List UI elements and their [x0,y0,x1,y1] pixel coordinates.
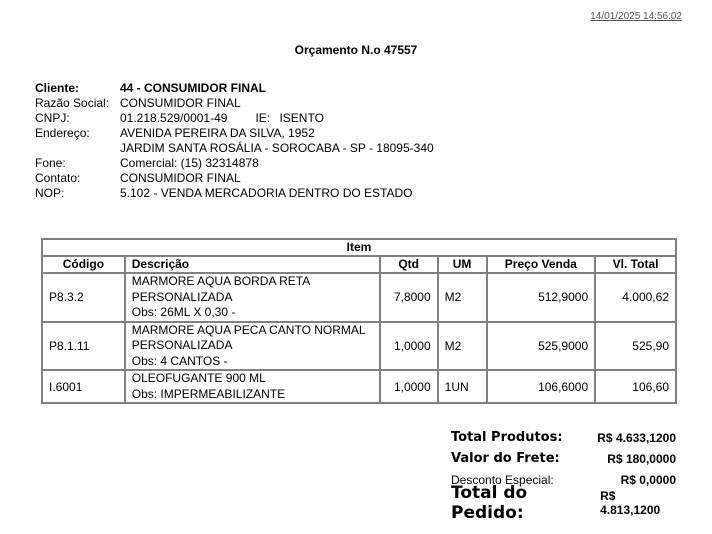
cell-codigo: P8.3.2 [42,273,125,322]
empty-label [35,141,120,156]
cell-preco: 106,6000 [487,370,596,403]
col-descricao: Descrição [125,256,380,273]
endereco-row [35,126,434,141]
cell-preco: 525,9000 [487,322,596,371]
table-row [42,370,676,403]
frete-label: Valor do Frete: [451,451,560,466]
cell-preco: 512,9000 [487,273,596,322]
desconto-value: R$ 0,0000 [620,472,676,487]
nop-value: 5.102 - VENDA MERCADORIA DENTRO DO ESTADO [120,186,413,200]
print-timestamp: 14/01/2025 14:56:02 [590,11,682,22]
endereco-line1: AVENIDA PEREIRA DA SILVA, 1952 [120,126,315,140]
cell-total: 4.000,62 [595,273,676,322]
cell-qtd: 1,0000 [380,370,438,403]
total-produtos-row [451,427,676,448]
frete-value: R$ 180,0000 [607,451,676,466]
endereco-line2: JARDIM SANTA ROSÁLIA - SOROCABA - SP - 18095-340 [120,141,434,155]
cell-descricao [125,370,380,403]
cell-um: M2 [438,273,487,322]
table-row [42,273,676,322]
cliente-value: 44 - CONSUMIDOR FINAL [120,81,267,95]
cell-qtd: 7,8000 [380,273,438,322]
cell-total: 106,60 [595,370,676,403]
contato-label: Contato: [35,171,81,185]
cliente-label: Cliente: [35,81,80,95]
col-preco: Preço Venda [487,256,596,273]
fone-value: Comercial: (15) 32314878 [120,156,259,170]
cell-um: M2 [438,322,487,371]
nop-label: NOP: [35,186,65,200]
cell-um: 1UN [438,370,487,403]
total-pedido-label: Total do Pedido: [451,483,528,523]
col-codigo: Código [42,256,125,273]
cell-descricao [125,273,380,322]
desc-line: MARMORE AQUA PECA CANTO NORMAL [131,322,366,337]
frete-row [451,448,676,469]
razao-value: CONSUMIDOR FINAL [120,96,241,110]
cell-codigo: I.6001 [42,370,125,403]
desc-line: PERSONALIZADA [131,338,233,352]
fone-label: Fone: [35,156,66,170]
desc-line: OLEOFUGANTE 900 ML [131,371,266,385]
desc-line: MARMORE AQUA BORDA RETA [131,274,311,288]
ie-group [255,111,323,126]
col-total: Vl. Total [595,256,676,273]
total-produtos-label: Total Produtos: [451,430,563,445]
total-produtos-value: R$ 4.633,1200 [597,430,676,445]
desc-obs: Obs: IMPERMEABILIZANTE [131,386,286,401]
cell-total: 525,90 [595,322,676,371]
endereco-row-2 [35,141,434,156]
cell-codigo: P8.1.11 [42,322,125,371]
desc-line: PERSONALIZADA [131,289,233,304]
client-info [35,81,434,201]
total-pedido-value: R$ 4.813,1200 [600,489,661,517]
item-group-header: Item [42,239,676,256]
desc-obs: Obs: 4 CANTOS - [131,353,228,368]
column-header-row [42,256,676,273]
cell-qtd: 1,0000 [380,322,438,371]
cnpj-row [35,111,434,126]
cnpj-value: 01.218.529/0001-49 [120,111,228,125]
razao-label: Razão Social: [35,96,110,110]
cnpj-label: CNPJ: [35,111,70,125]
col-um: UM [438,256,487,273]
nop-row [35,186,434,201]
contato-row [35,171,434,186]
fone-row [35,156,434,171]
cell-descricao [125,322,380,371]
ie-value: ISENTO [279,111,324,125]
desconto-label: Desconto Especial: [451,472,554,487]
items-table [41,238,677,404]
table-row [42,322,676,371]
total-pedido-row [451,483,676,523]
totals-block [451,427,676,523]
razao-row [35,96,434,111]
col-qtd: Qtd [380,256,438,273]
cliente-row [35,81,434,96]
endereco-label: Endereço: [35,126,90,140]
ie-label: IE: [255,111,271,125]
page-title: Orçamento N.o 47557 [294,43,418,57]
desc-obs: Obs: 26ML X 0,30 - [131,305,236,319]
contato-value: CONSUMIDOR FINAL [120,171,241,185]
